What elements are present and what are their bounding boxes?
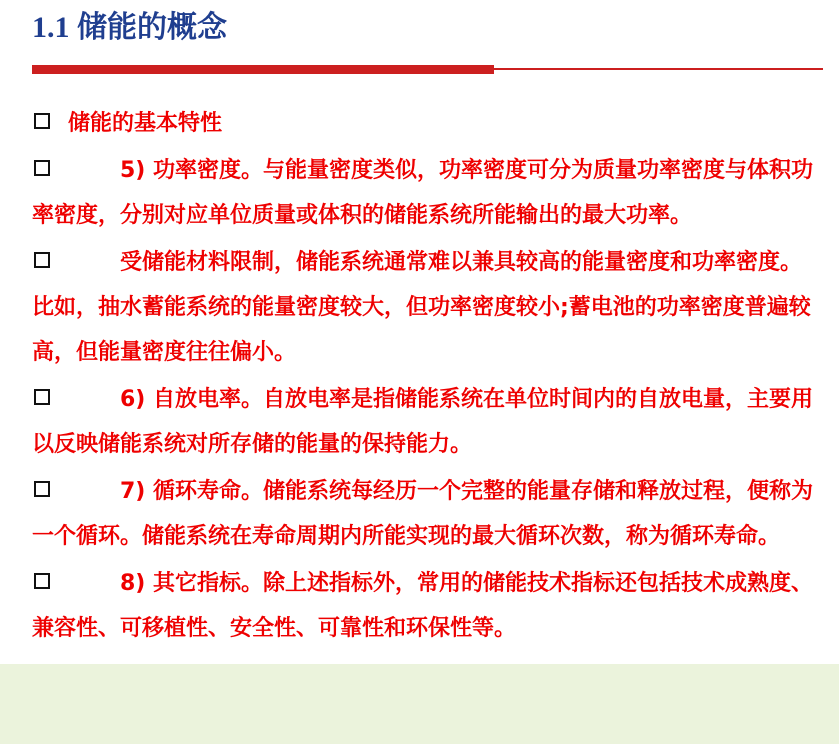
bullet-item-other-metrics — [32, 561, 817, 651]
square-bullet-icon — [34, 573, 50, 589]
bullet-text: 7) 循环寿命。储能系统每经历一个完整的能量存储和释放过程，便称为一个循环。储能系统在寿命周期内所能实现的最大循环次数，称为循环寿命。 — [32, 479, 814, 549]
title-underline-line — [494, 68, 823, 70]
bullet-text: 受储能材料限制，储能系统通常难以兼具较高的能量密度和功率密度。比如，抽水蓄能系统的能量密度较大，但功率密度较小;蓄电池的功率密度普遍较高，但能量密度往往偏小。 — [32, 250, 811, 365]
bottom-decor-band — [0, 664, 839, 744]
square-bullet-icon — [34, 252, 50, 268]
square-bullet-icon — [34, 113, 50, 129]
square-bullet-icon — [34, 481, 50, 497]
bullet-item-power-density — [32, 148, 817, 238]
title-underline-bar — [32, 65, 494, 74]
bullet-item-heading — [32, 101, 817, 146]
slide-title: 1.1 储能的概念 — [32, 11, 227, 44]
bullet-text: 5) 功率密度。与能量密度类似，功率密度可分为质量功率密度与体积功率密度，分别对应单位质量或体积的储能系统所能输出的最大功率。 — [32, 158, 814, 228]
bullet-item-material-limit — [32, 240, 817, 375]
square-bullet-icon — [34, 389, 50, 405]
square-bullet-icon — [34, 160, 50, 176]
bullet-text: 8) 其它指标。除上述指标外，常用的储能技术指标还包括技术成熟度、兼容性、可移植性、安全性、可靠性和环保性等。 — [32, 571, 814, 641]
bullet-list — [32, 101, 817, 651]
bullet-text: 6) 自放电率。自放电率是指储能系统在单位时间内的自放电量，主要用以反映储能系统对所存储的能量的保持能力。 — [32, 387, 814, 457]
bullet-item-self-discharge — [32, 377, 817, 467]
bullet-item-cycle-life — [32, 469, 817, 559]
bullet-text: 储能的基本特性 — [68, 111, 223, 136]
